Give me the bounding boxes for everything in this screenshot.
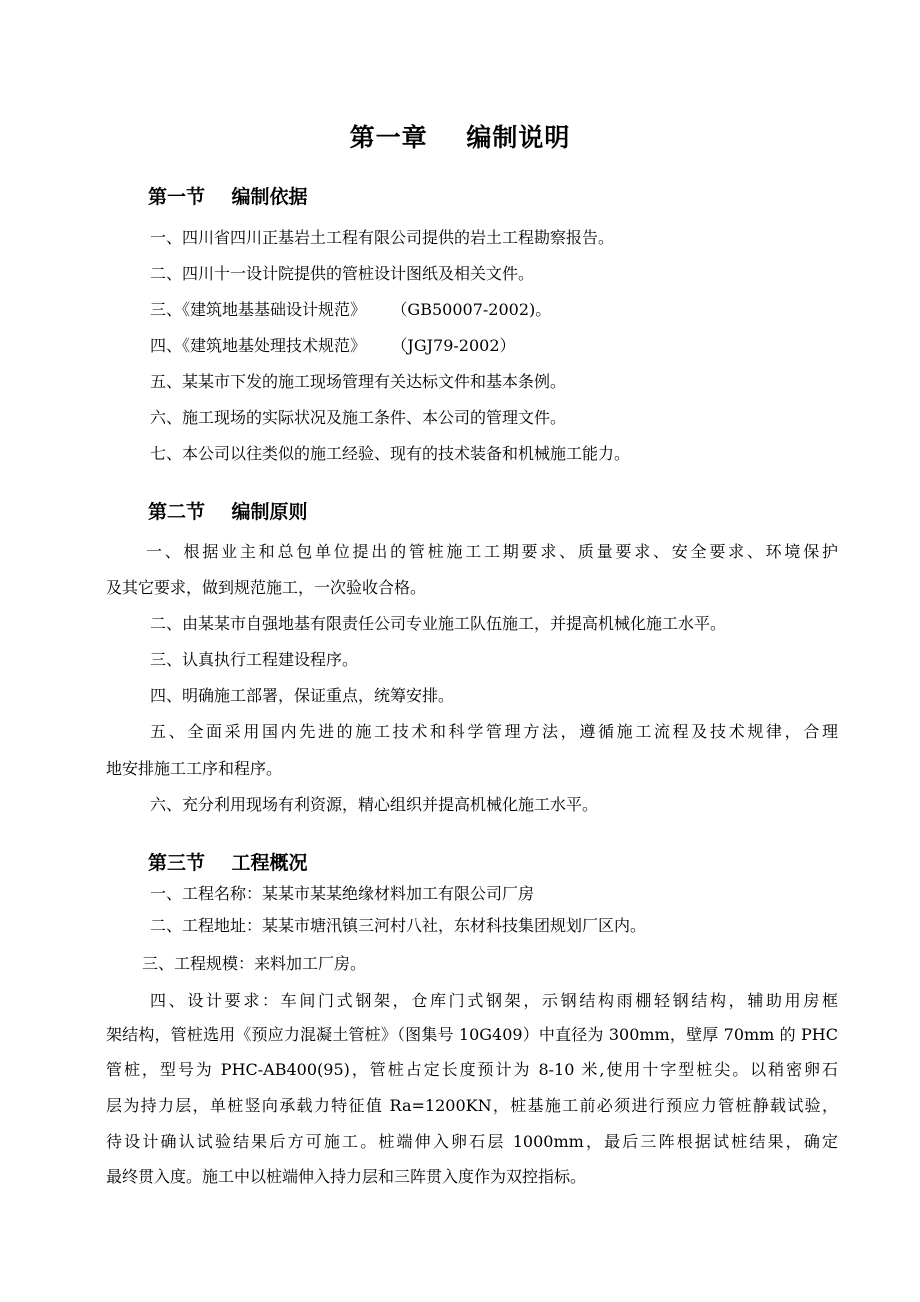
paragraph-line: 二、工程地址：某某市塘汛镇三河村八社，东材科技集团规划厂区内。	[150, 916, 647, 935]
paragraph-line: 一、根据业主和总包单位提出的管桩施工工期要求、质量要求、安全要求、环境保护	[146, 542, 838, 561]
paragraph-line: 二、四川十一设计院提供的管桩设计图纸及相关文件。	[150, 264, 535, 283]
paragraph-line: 一、四川省四川正基岩土工程有限公司提供的岩土工程勘察报告。	[150, 228, 615, 247]
paragraph-line: 四、明确施工部署，保证重点，统筹安排。	[150, 686, 455, 705]
paragraph-line: 四、《建筑地基处理技术规范》 （JGJ79-2002）	[150, 336, 516, 355]
paragraph-line: 地安排施工工序和程序。	[106, 759, 283, 778]
paragraph-line: 待设计确认试验结果后方可施工。桩端伸入卵石层 1000mm，最后三阵根据试桩结果，确定	[106, 1132, 838, 1151]
paragraph-line: 三、《建筑地基基础设计规范》 （GB50007-2002)。	[150, 300, 552, 319]
section-heading: 第三节 工程概况	[148, 852, 308, 874]
paragraph-line: 二、由某某市自强地基有限责任公司专业施工队伍施工，并提高机械化施工水平。	[150, 614, 727, 633]
paragraph-line: 五、某某市下发的施工现场管理有关达标文件和基本条例。	[150, 372, 567, 391]
paragraph-line: 三、工程规模：来料加工厂房。	[142, 954, 367, 973]
section-heading: 第一节 编制依据	[148, 186, 308, 208]
paragraph-line: 最终贯入度。施工中以桩端伸入持力层和三阵贯入度作为双控指标。	[106, 1167, 587, 1186]
section-heading: 第二节 编制原则	[148, 501, 308, 523]
chapter-title: 第一章 编制说明	[349, 123, 571, 152]
paragraph-line: 一、工程名称：某某市某某绝缘材料加工有限公司厂房	[150, 884, 535, 903]
paragraph-line: 六、施工现场的实际状况及施工条件、本公司的管理文件。	[150, 408, 567, 427]
paragraph-line: 及其它要求，做到规范施工，一次验收合格。	[106, 578, 427, 597]
paragraph-line: 四、设计要求：车间门式钢架，仓库门式钢架，示钢结构雨棚轻钢结构，辅助用房框	[150, 991, 838, 1010]
paragraph-line: 三、认真执行工程建设程序。	[150, 650, 359, 669]
paragraph-line: 层为持力层，单桩竖向承载力特征值 Ra=1200KN，桩基施工前必须进行预应力管桩静载试验，	[106, 1096, 838, 1115]
paragraph-line: 管桩，型号为 PHC-AB400(95)，管桩占定长度预计为 8-10 米,使用十字型桩尖。以稍密卵石	[106, 1060, 838, 1079]
paragraph-line: 六、充分利用现场有利资源，精心组织并提高机械化施工水平。	[150, 795, 599, 814]
paragraph-line: 五、全面采用国内先进的施工技术和科学管理方法，遵循施工流程及技术规律，合理	[150, 722, 838, 741]
paragraph-line: 架结构，管桩选用《预应力混凝土管桩》（图集号 10G409）中直径为 300mm，壁厚 70mm 的 PHC	[106, 1025, 838, 1044]
paragraph-line: 七、本公司以往类似的施工经验、现有的技术装备和机械施工能力。	[150, 444, 631, 463]
